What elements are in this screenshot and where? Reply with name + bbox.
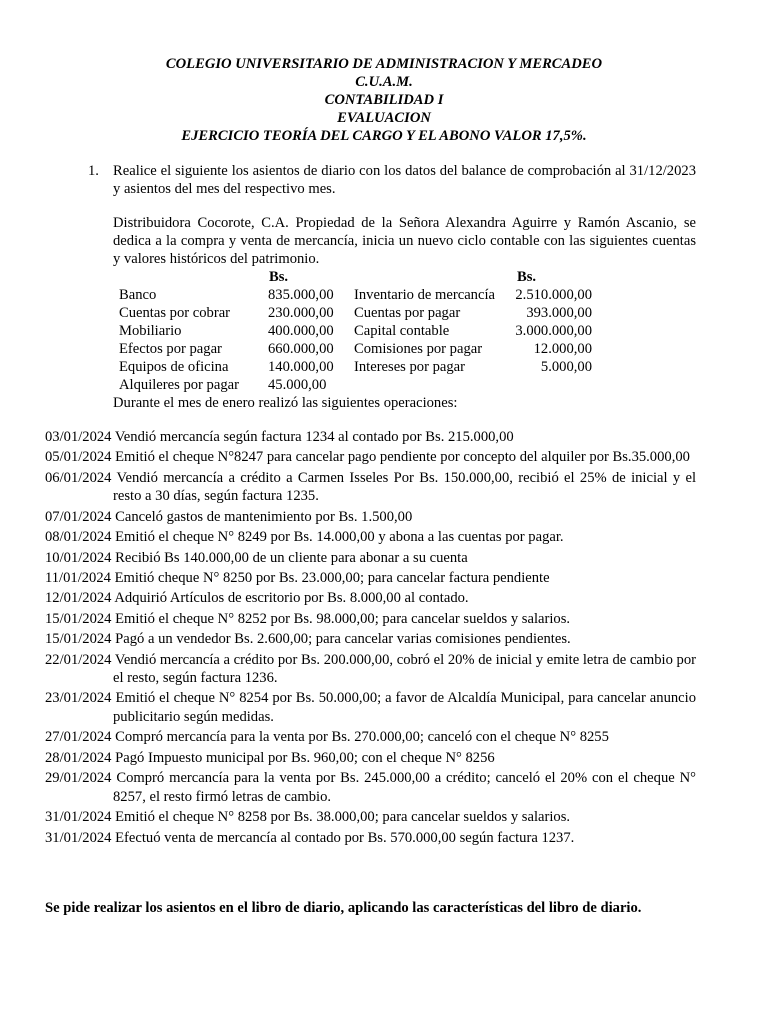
institution-acronym: C.U.A.M. — [355, 74, 413, 90]
list-item — [45, 469, 696, 506]
account-name: Alquileres por pagar — [119, 377, 239, 393]
operation-date: 23/01/2024 — [45, 690, 112, 707]
operations-list — [45, 428, 696, 849]
list-item — [45, 528, 696, 547]
account-value: 230.000,00 — [268, 305, 334, 321]
list-item — [45, 651, 696, 688]
account-name: Inventario de mercancía — [354, 287, 495, 303]
operation-text: Efectuó venta de mercancía al contado por Bs. 570.000,00 según factura 1237. — [115, 829, 575, 846]
operation-text: Pagó Impuesto municipal por Bs. 960,00; con el cheque N° 8256 — [115, 749, 495, 766]
operation-text: Recibió Bs 140.000,00 de un cliente para abonar a su cuenta — [115, 549, 468, 566]
trial-balance-table — [119, 268, 599, 394]
list-item — [45, 610, 696, 629]
list-item — [45, 728, 696, 747]
list-item — [45, 428, 696, 447]
operation-text: Emitió el cheque N°8247 para cancelar pago pendiente por concepto del alquiler por Bs.35.000,00 — [115, 449, 690, 466]
list-item — [45, 448, 696, 467]
operation-date: 10/01/2024 — [45, 549, 112, 566]
list-item — [45, 829, 696, 848]
operation-text: Vendió mercancía según factura 1234 al contado por Bs. 215.000,00 — [114, 429, 514, 445]
list-item — [45, 508, 696, 527]
table-row — [119, 358, 599, 376]
list-item — [45, 769, 696, 806]
operation-date: 08/01/2024 — [45, 529, 112, 546]
table-row — [119, 286, 599, 304]
operation-text: Emitió cheque N° 8250 por Bs. 23.000,00; para cancelar factura pendiente — [114, 569, 550, 586]
operation-text: Compró mercancía para la venta por Bs. 270.000,00; canceló con el cheque N° 8255 — [115, 729, 609, 746]
account-value: 45.000,00 — [268, 377, 327, 393]
account-name: Intereses por pagar — [354, 359, 466, 375]
operation-text: Compró mercancía para la venta por Bs. 245.000,00 a crédito; canceló el 20% con el cheque N° 8257, el resto firmó letras de cambio. — [113, 770, 696, 805]
account-name: Equipos de oficina — [119, 359, 229, 375]
account-name: Efectos por pagar — [119, 341, 222, 357]
account-name: Comisiones por pagar — [354, 341, 483, 357]
task-instruction: Se pide realizar los asientos en el libro de diario, aplicando las características del libro de diario. — [45, 900, 642, 916]
operation-date: 15/01/2024 — [45, 631, 112, 648]
account-value: 660.000,00 — [268, 341, 334, 357]
operation-date: 07/01/2024 — [45, 508, 112, 525]
account-name: Mobiliario — [119, 323, 182, 339]
operations-intro: Durante el mes de enero realizó las siguientes operaciones: — [113, 395, 458, 411]
account-value: 5.000,00 — [540, 359, 592, 375]
operation-date: 12/01/2024 — [45, 590, 112, 607]
table-row — [119, 376, 599, 394]
operation-text: Canceló gastos de mantenimiento por Bs. 1.500,00 — [115, 508, 413, 525]
operation-text: Emitió el cheque N° 8254 por Bs. 50.000,00; a favor de Alcaldía Municipal, para cancelar anuncio publicitario según medidas. — [113, 690, 696, 726]
account-value: 12.000,00 — [533, 341, 592, 357]
table-row — [119, 304, 599, 322]
table-row — [119, 322, 599, 340]
list-item — [45, 549, 696, 568]
operation-date: 03/01/2024 — [45, 429, 112, 445]
account-name: Cuentas por cobrar — [119, 305, 231, 321]
operation-date: 11/01/2024 — [45, 569, 111, 586]
account-value: 393.000,00 — [526, 305, 592, 321]
operation-date: 15/01/2024 — [45, 610, 112, 627]
evaluation-label: EVALUACION — [337, 110, 431, 126]
operation-date: 27/01/2024 — [45, 729, 112, 746]
account-value: 2.510.000,00 — [515, 287, 592, 303]
account-value: 3.000.000,00 — [515, 323, 592, 339]
operation-date: 31/01/2024 — [45, 829, 112, 846]
account-value: 835.000,00 — [268, 287, 334, 303]
company-description-paragraph: Distribuidora Cocorote, C.A. Propiedad de la Señora Alexandra Aguirre y Ramón Ascanio, se dedica a la compra y venta de mercancía, inicia un nuevo ciclo contable con las siguientes cuentas y valores históricos del patrimonio. — [113, 215, 696, 267]
account-value: 400.000,00 — [268, 323, 334, 339]
item-number: 1. — [88, 163, 99, 179]
list-item — [45, 589, 696, 608]
operation-date: 28/01/2024 — [45, 749, 112, 766]
list-item — [45, 630, 696, 649]
operation-date: 05/01/2024 — [45, 449, 112, 466]
account-value: 140.000,00 — [268, 359, 334, 375]
course-name: CONTABILIDAD I — [324, 92, 444, 108]
operation-text: Adquirió Artículos de escritorio por Bs. 8.000,00 al contado. — [114, 590, 469, 607]
currency-header-left: Bs. — [269, 269, 289, 285]
operation-date: 29/01/2024 — [45, 770, 112, 787]
operation-text: Pagó a un vendedor Bs. 2.600,00; para cancelar varias comisiones pendientes. — [115, 631, 571, 648]
list-item — [45, 808, 696, 827]
table-row — [119, 340, 599, 358]
account-name: Cuentas por pagar — [354, 305, 461, 321]
account-name: Capital contable — [354, 323, 450, 339]
operation-text: Emitió el cheque N° 8258 por Bs. 38.000,00; para cancelar sueldos y salarios. — [115, 809, 571, 826]
list-item — [45, 749, 696, 768]
operation-date: 31/01/2024 — [45, 809, 112, 826]
list-item — [45, 689, 696, 726]
currency-header-right: Bs. — [517, 269, 537, 285]
operation-text: Vendió mercancía a crédito a Carmen Isseles Por Bs. 150.000,00, recibió el 25% de inicial y el resto a 30 días, según factura 1235. — [113, 469, 696, 505]
exercise-title: EJERCICIO TEORÍA DEL CARGO Y EL ABONO VALOR 17,5%. — [181, 128, 587, 144]
operation-text: Emitió el cheque N° 8249 por Bs. 14.000,00 y abona a las cuentas por pagar. — [115, 529, 564, 546]
operation-date: 06/01/2024 — [45, 469, 112, 486]
document-header — [0, 55, 768, 145]
account-name: Banco — [119, 287, 157, 303]
operation-text: Emitió el cheque N° 8252 por Bs. 98.000,00; para cancelar sueldos y salarios. — [115, 610, 571, 627]
operation-text: Vendió mercancía a crédito por Bs. 200.000,00, cobró el 20% de inicial y emite letra de cambio por el resto, según factura 1236. — [113, 651, 696, 687]
instruction-paragraph: Realice el siguiente los asientos de diario con los datos del balance de comprobación al 31/12/2023 y asientos del mes del respectivo mes. — [113, 163, 696, 197]
list-item — [45, 569, 696, 588]
institution-name: COLEGIO UNIVERSITARIO DE ADMINISTRACION Y MERCADEO — [165, 56, 603, 72]
operation-date: 22/01/2024 — [45, 651, 112, 668]
